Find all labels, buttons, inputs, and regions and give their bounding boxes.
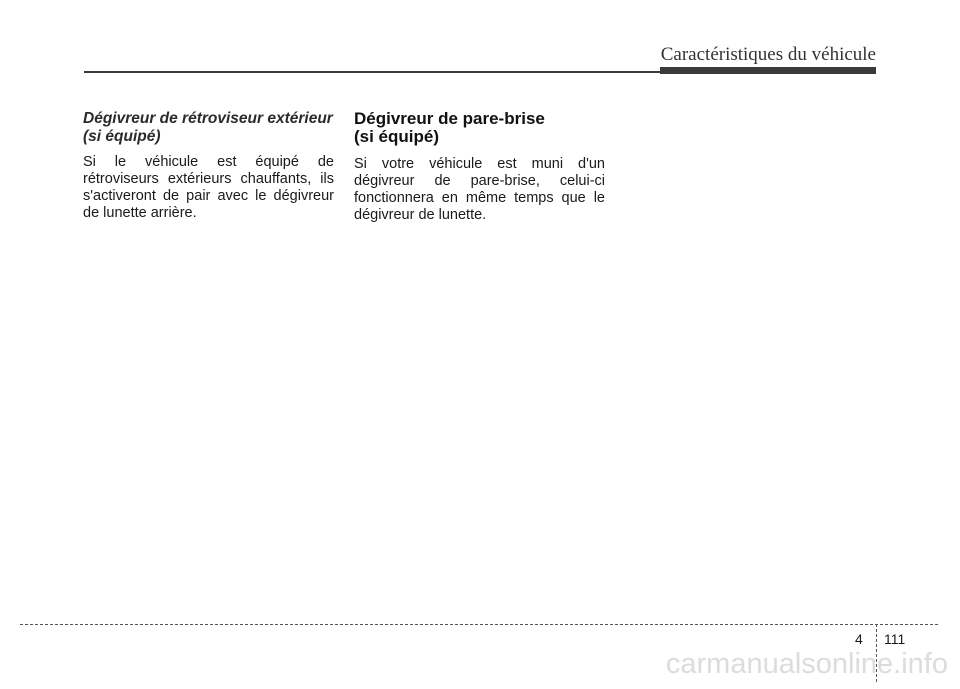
watermark: carmanualsonline.info — [665, 648, 948, 680]
page-number: 111 — [884, 631, 906, 647]
chapter-number: 4 — [855, 631, 863, 647]
mirror-defroster-heading-line2: (si équipé) — [83, 128, 161, 145]
mirror-defroster-heading-line1: Dégivreur de rétroviseur extérieur — [83, 110, 333, 127]
windshield-defroster-text: Si votre véhicule est muni d'un dégivreur de pare-brise, celui-ci fonctionnera en même temps que le dégivreur de lunette. — [354, 156, 605, 223]
windshield-defroster-heading-line2: (si équipé) — [354, 127, 440, 146]
header-rule-accent — [660, 67, 876, 74]
windshield-defroster-heading — [354, 110, 605, 146]
mirror-defroster-text: Si le véhicule est équipé de rétroviseurs extérieurs chauffants, ils s'activeront de pair avec le dégivreur de lunette arrière. — [83, 154, 334, 221]
middle-column — [354, 110, 605, 224]
windshield-defroster-heading-line1: Dégivreur de pare-brise — [354, 109, 545, 128]
left-column — [83, 110, 334, 222]
mirror-defroster-heading — [83, 110, 334, 146]
section-title: Caractéristiques du véhicule — [660, 44, 876, 65]
header-rule — [84, 71, 660, 73]
footer-rule — [20, 624, 938, 625]
